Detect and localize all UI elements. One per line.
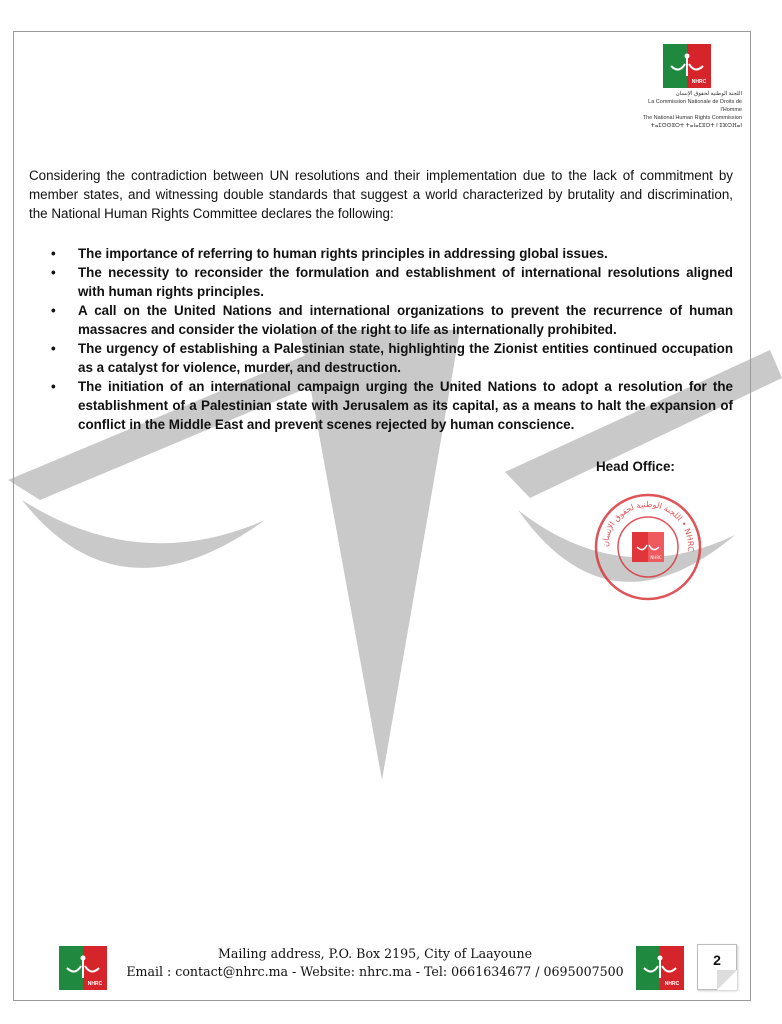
org-name-arabic: اللجنة الوطنية لحقوق الإنسان	[675, 91, 742, 97]
logo-abbr: NHRC	[664, 981, 680, 987]
bullet-icon: •	[51, 265, 56, 280]
point-text: The necessity to reconsider the formulation and establishment of international resolutions aligned with human rights principles.	[78, 265, 733, 299]
list-item	[29, 263, 733, 301]
list-item	[29, 301, 733, 339]
contact-line: Email : contact@nhrc.ma - Website: nhrc.ma - Tel: 0661634677 / 0695007500	[126, 964, 624, 979]
page-number: 2	[713, 952, 721, 968]
list-item	[29, 244, 733, 263]
nhrc-logo	[663, 44, 711, 88]
list-item	[29, 339, 733, 377]
bullet-icon: •	[51, 246, 56, 261]
organization-names	[632, 90, 742, 130]
list-item	[29, 377, 733, 434]
declaration-list	[29, 244, 733, 434]
point-text: The importance of referring to human rights principles in addressing global issues.	[78, 246, 608, 261]
bullet-icon: •	[51, 379, 56, 394]
page-number-box	[697, 944, 737, 990]
stamp-text: اللجنة الوطنية لحقوق الإنسان • NHRC	[600, 499, 696, 553]
header-logo-block	[632, 44, 742, 130]
point-text: A call on the United Nations and international organizations to prevent the recurrence of human massacres and consider the violation of the right to life as internationally prohibited.	[78, 303, 733, 337]
footer-logo-left	[59, 946, 107, 990]
bullet-icon: •	[51, 303, 56, 318]
org-name-french: La Commission Nationale de Droits de l'Homme	[648, 99, 742, 113]
point-text: The initiation of an international campaign urging the United Nations to adopt a resolution for the establishment of a Palestinian state with Jerusalem as its capital, as a means to halt the expansion of conflict in the Middle East and prevent scenes rejected by human conscience.	[78, 379, 733, 432]
org-name-amazigh: ⵜⴰⵎⵙⵙⵓⵔⵜ ⵜⴰⵏⴰⵎⵓⵔⵜ ⵏ ⵉⵣⵔⴼⴰⵏ	[650, 123, 742, 129]
footer-contact	[125, 945, 625, 981]
logo-abbr: NHRC	[87, 981, 103, 987]
intro-paragraph: Considering the contradiction between UN resolutions and their implementation due to the lack of commitment by member states, and witnessing double standards that suggest a world characterized by brutality and discrimination, the National Human Rights Committee declares the following:	[29, 168, 733, 221]
point-text: The urgency of establishing a Palestinian state, highlighting the Zionist entities continued occupation as a catalyst for violence, murder, and destruction.	[78, 341, 733, 375]
page-curl-icon	[717, 970, 737, 990]
bullet-icon: •	[51, 341, 56, 356]
logo-abbr: NHRC	[691, 79, 707, 85]
mailing-address: Mailing address, P.O. Box 2195, City of Laayoune	[217, 946, 533, 961]
head-office-label: Head Office:	[596, 459, 675, 474]
footer-logo-right	[636, 946, 684, 990]
stamp-abbr: NHRC	[650, 555, 662, 560]
official-stamp	[593, 492, 703, 602]
org-name-english: The National Human Rights Commission	[642, 115, 742, 121]
